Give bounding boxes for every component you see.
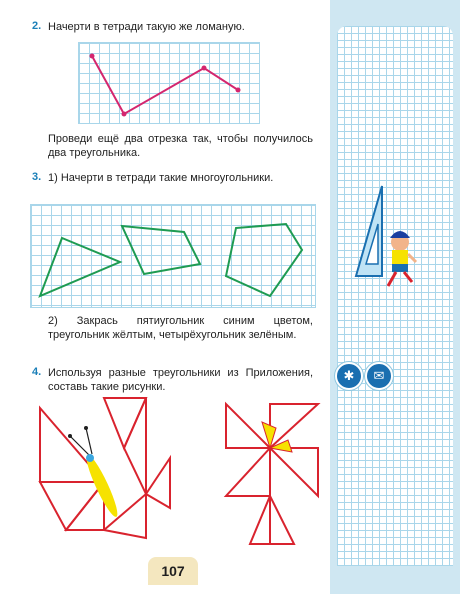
butterfly-tangram	[36, 398, 176, 548]
puzzle-icon: ✱	[335, 362, 363, 390]
windmill-tangram	[222, 404, 322, 548]
task-4-text: Используя разные треугольники из Приложения, составь такие рисунки.	[48, 367, 313, 393]
task-2-text: Начерти в тетради такую же ломаную.	[48, 21, 245, 33]
page-number: 107	[148, 557, 198, 585]
boy-with-set-square-illustration	[352, 184, 422, 294]
polyline-drawing	[78, 42, 258, 122]
task-2-followup-text: Проведи ещё два отрезка так, чтобы получилось два треугольника.	[48, 133, 313, 159]
task-3-text: 1) Начерти в тетради такие многоугольники.	[48, 172, 274, 184]
triangle-shape	[40, 238, 120, 296]
task-2-number: 2.	[32, 20, 42, 32]
envelope-icon: ✉	[365, 362, 393, 390]
task-3-number: 3.	[32, 171, 42, 183]
pentagon-shape	[226, 224, 302, 296]
task-3-part2-text: 2) Закрась пятиугольник синим цветом, треугольник жёлтым, четырёхугольник зелёным.	[48, 315, 313, 341]
quadrilateral-shape	[122, 226, 200, 274]
polygons-drawing	[30, 204, 314, 306]
task-4-number: 4.	[32, 366, 42, 378]
grid-notebook-sheet	[337, 26, 453, 566]
